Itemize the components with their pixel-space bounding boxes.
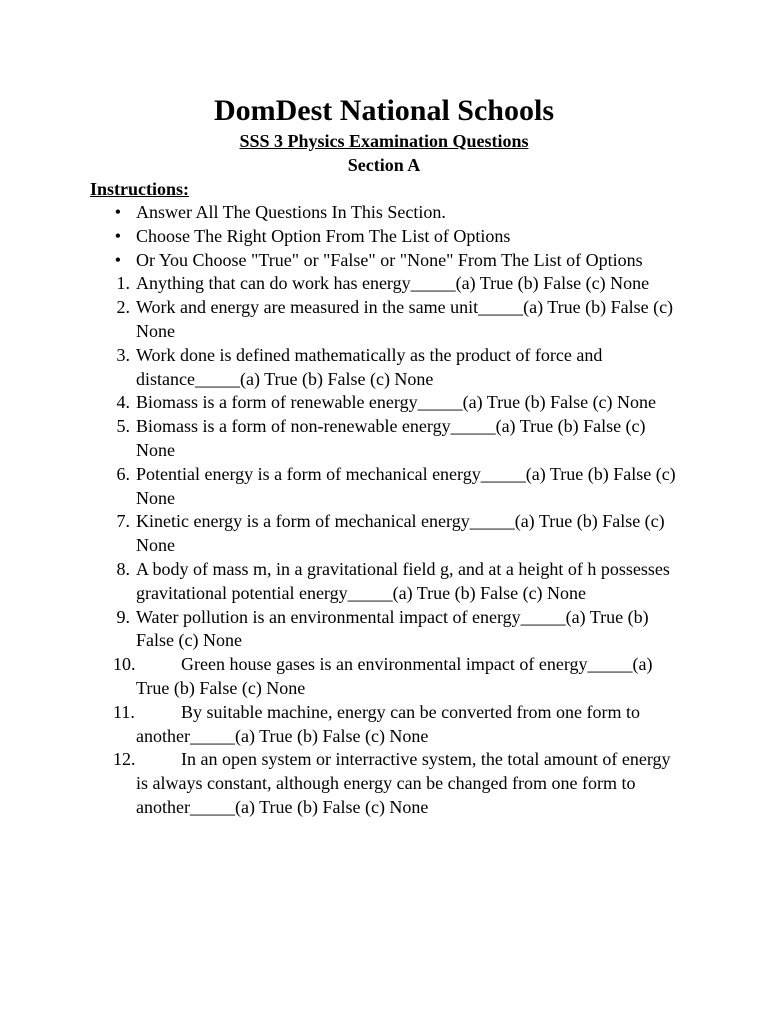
question-text: Work done is defined mathematically as the product of force and distance_____(a) True (b) False (c) None <box>136 344 603 389</box>
question-number: 11. <box>113 701 135 722</box>
question-item <box>0 510 681 558</box>
instructions-heading: Instructions: <box>90 179 190 199</box>
question-item <box>0 463 681 511</box>
bullet-marker: • <box>114 225 121 246</box>
question-text: In an open system or interractive system, the total amount of energy is always constant, although energy can be changed from one form to another_____(a) True (b) False (c) None <box>136 749 671 817</box>
school-name: DomDest National Schools <box>213 94 554 127</box>
question-number: 5. <box>116 416 130 437</box>
bullet-marker: • <box>114 249 121 270</box>
question-text: Biomass is a form of non-renewable energy_____(a) True (b) False (c) None <box>136 416 646 460</box>
question-item <box>0 296 681 344</box>
question-number: 8. <box>116 558 130 579</box>
instruction-item <box>0 225 681 249</box>
question-item <box>0 606 681 654</box>
question-text: A body of mass m, in a gravitational field g, and at a height of h possesses gravitational potential energy_____(a) True (b) False (c) None <box>136 558 670 603</box>
question-number: 6. <box>116 463 130 484</box>
question-text: Green house gases is an environmental impact of energy_____(a) True (b) False (c) None <box>136 654 653 698</box>
question-item <box>0 653 681 701</box>
question-item <box>0 415 681 463</box>
question-text: Kinetic energy is a form of mechanical energy_____(a) True (b) False (c) None <box>136 511 665 556</box>
exam-title: SSS 3 Physics Examination Questions <box>239 131 529 151</box>
question-number: 9. <box>116 606 130 627</box>
instruction-text: Answer All The Questions In This Section. <box>136 202 446 222</box>
instruction-item <box>0 249 681 273</box>
instruction-text: Or You Choose "True" or "False" or "None" From The List of Options <box>136 249 643 270</box>
question-text: Anything that can do work has energy_____(a) True (b) False (c) None <box>136 273 650 294</box>
question-text: Potential energy is a form of mechanical energy_____(a) True (b) False (c) None <box>136 463 676 508</box>
question-text: Biomass is a form of renewable energy_____(a) True (b) False (c) None <box>136 392 657 413</box>
question-number: 7. <box>116 511 130 532</box>
question-item <box>0 748 681 819</box>
question-number: 3. <box>116 344 130 365</box>
instruction-text: Choose The Right Option From The List of Options <box>136 225 511 246</box>
question-item <box>0 344 681 392</box>
question-number: 4. <box>116 392 130 413</box>
question-item <box>0 272 681 296</box>
instruction-item <box>0 201 681 225</box>
question-number: 1. <box>116 273 130 294</box>
section-heading: Section A <box>347 155 421 175</box>
question-number: 12. <box>113 749 136 770</box>
question-number: 2. <box>116 297 130 318</box>
question-text: Work and energy are measured in the same unit_____(a) True (b) False (c) None <box>136 297 674 341</box>
question-number: 10. <box>113 654 136 675</box>
question-text: Water pollution is an environmental impact of energy_____(a) True (b) False (c) None <box>136 606 649 651</box>
bullet-marker: • <box>114 202 121 222</box>
question-item <box>0 701 681 749</box>
document-body <box>0 201 768 820</box>
question-item <box>0 391 681 415</box>
question-item <box>0 558 681 606</box>
question-text: By suitable machine, energy can be converted from one form to another_____(a) True (b) False (c) None <box>136 701 641 746</box>
